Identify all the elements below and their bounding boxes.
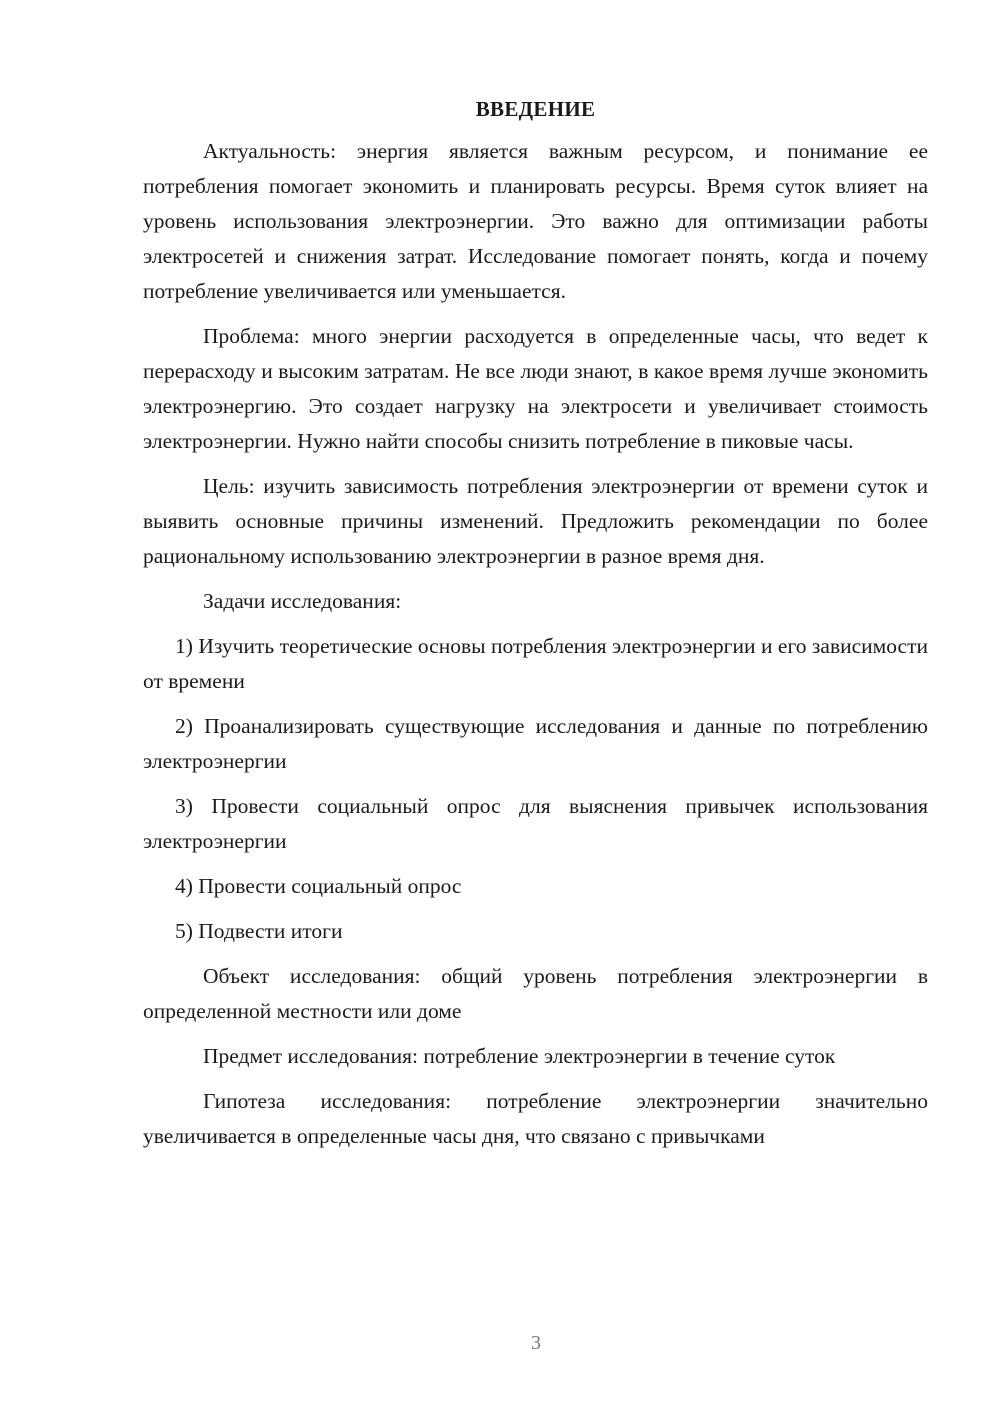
page-number: 3	[531, 1332, 541, 1354]
paragraph-relevance: Актуальность: энергия является важным ресурсом, и понимание ее потребления помогает экономить и планировать ресурсы. Время суток влияет на уровень использования электроэнергии. Это важно для оптимизации работы электросетей и снижения затрат. Исследование помогает понять, когда и почему потребление увеличивается или уменьшается.	[143, 139, 928, 303]
task-item-4: 4) Провести социальный опрос	[175, 874, 462, 898]
task-item-3: 3) Провести социальный опрос для выяснения привычек использования электроэнергии	[143, 794, 928, 853]
paragraph-object: Объект исследования: общий уровень потребления электроэнергии в определенной местности или доме	[143, 964, 928, 1023]
paragraph-subject: Предмет исследования: потребление электроэнергии в течение суток	[203, 1044, 836, 1068]
document-page	[143, 92, 928, 1164]
task-item-5: 5) Подвести итоги	[175, 919, 343, 943]
task-item-1: 1) Изучить теоретические основы потребления электроэнергии и его зависимости от времени	[143, 634, 928, 693]
task-item-2: 2) Проанализировать существующие исследования и данные по потреблению электроэнергии	[143, 714, 928, 773]
paragraph-problem: Проблема: много энергии расходуется в определенные часы, что ведет к перерасходу и высоким затратам. Не все люди знают, в какое время лучше экономить электроэнергию. Это создает нагрузку на электросети и увеличивает стоимость электроэнергии. Нужно найти способы снизить потребление в пиковые часы.	[143, 324, 928, 453]
page-title: ВВЕДЕНИЕ	[475, 97, 596, 121]
paragraph-tasks-heading: Задачи исследования:	[203, 589, 402, 613]
paragraph-hypothesis: Гипотеза исследования: потребление электроэнергии значительно увеличивается в определенные часы дня, что связано с привычками	[143, 1089, 928, 1148]
paragraph-goal: Цель: изучить зависимость потребления электроэнергии от времени суток и выявить основные причины изменений. Предложить рекомендации по более рациональному использованию электроэнергии в разное время дня.	[143, 474, 928, 568]
